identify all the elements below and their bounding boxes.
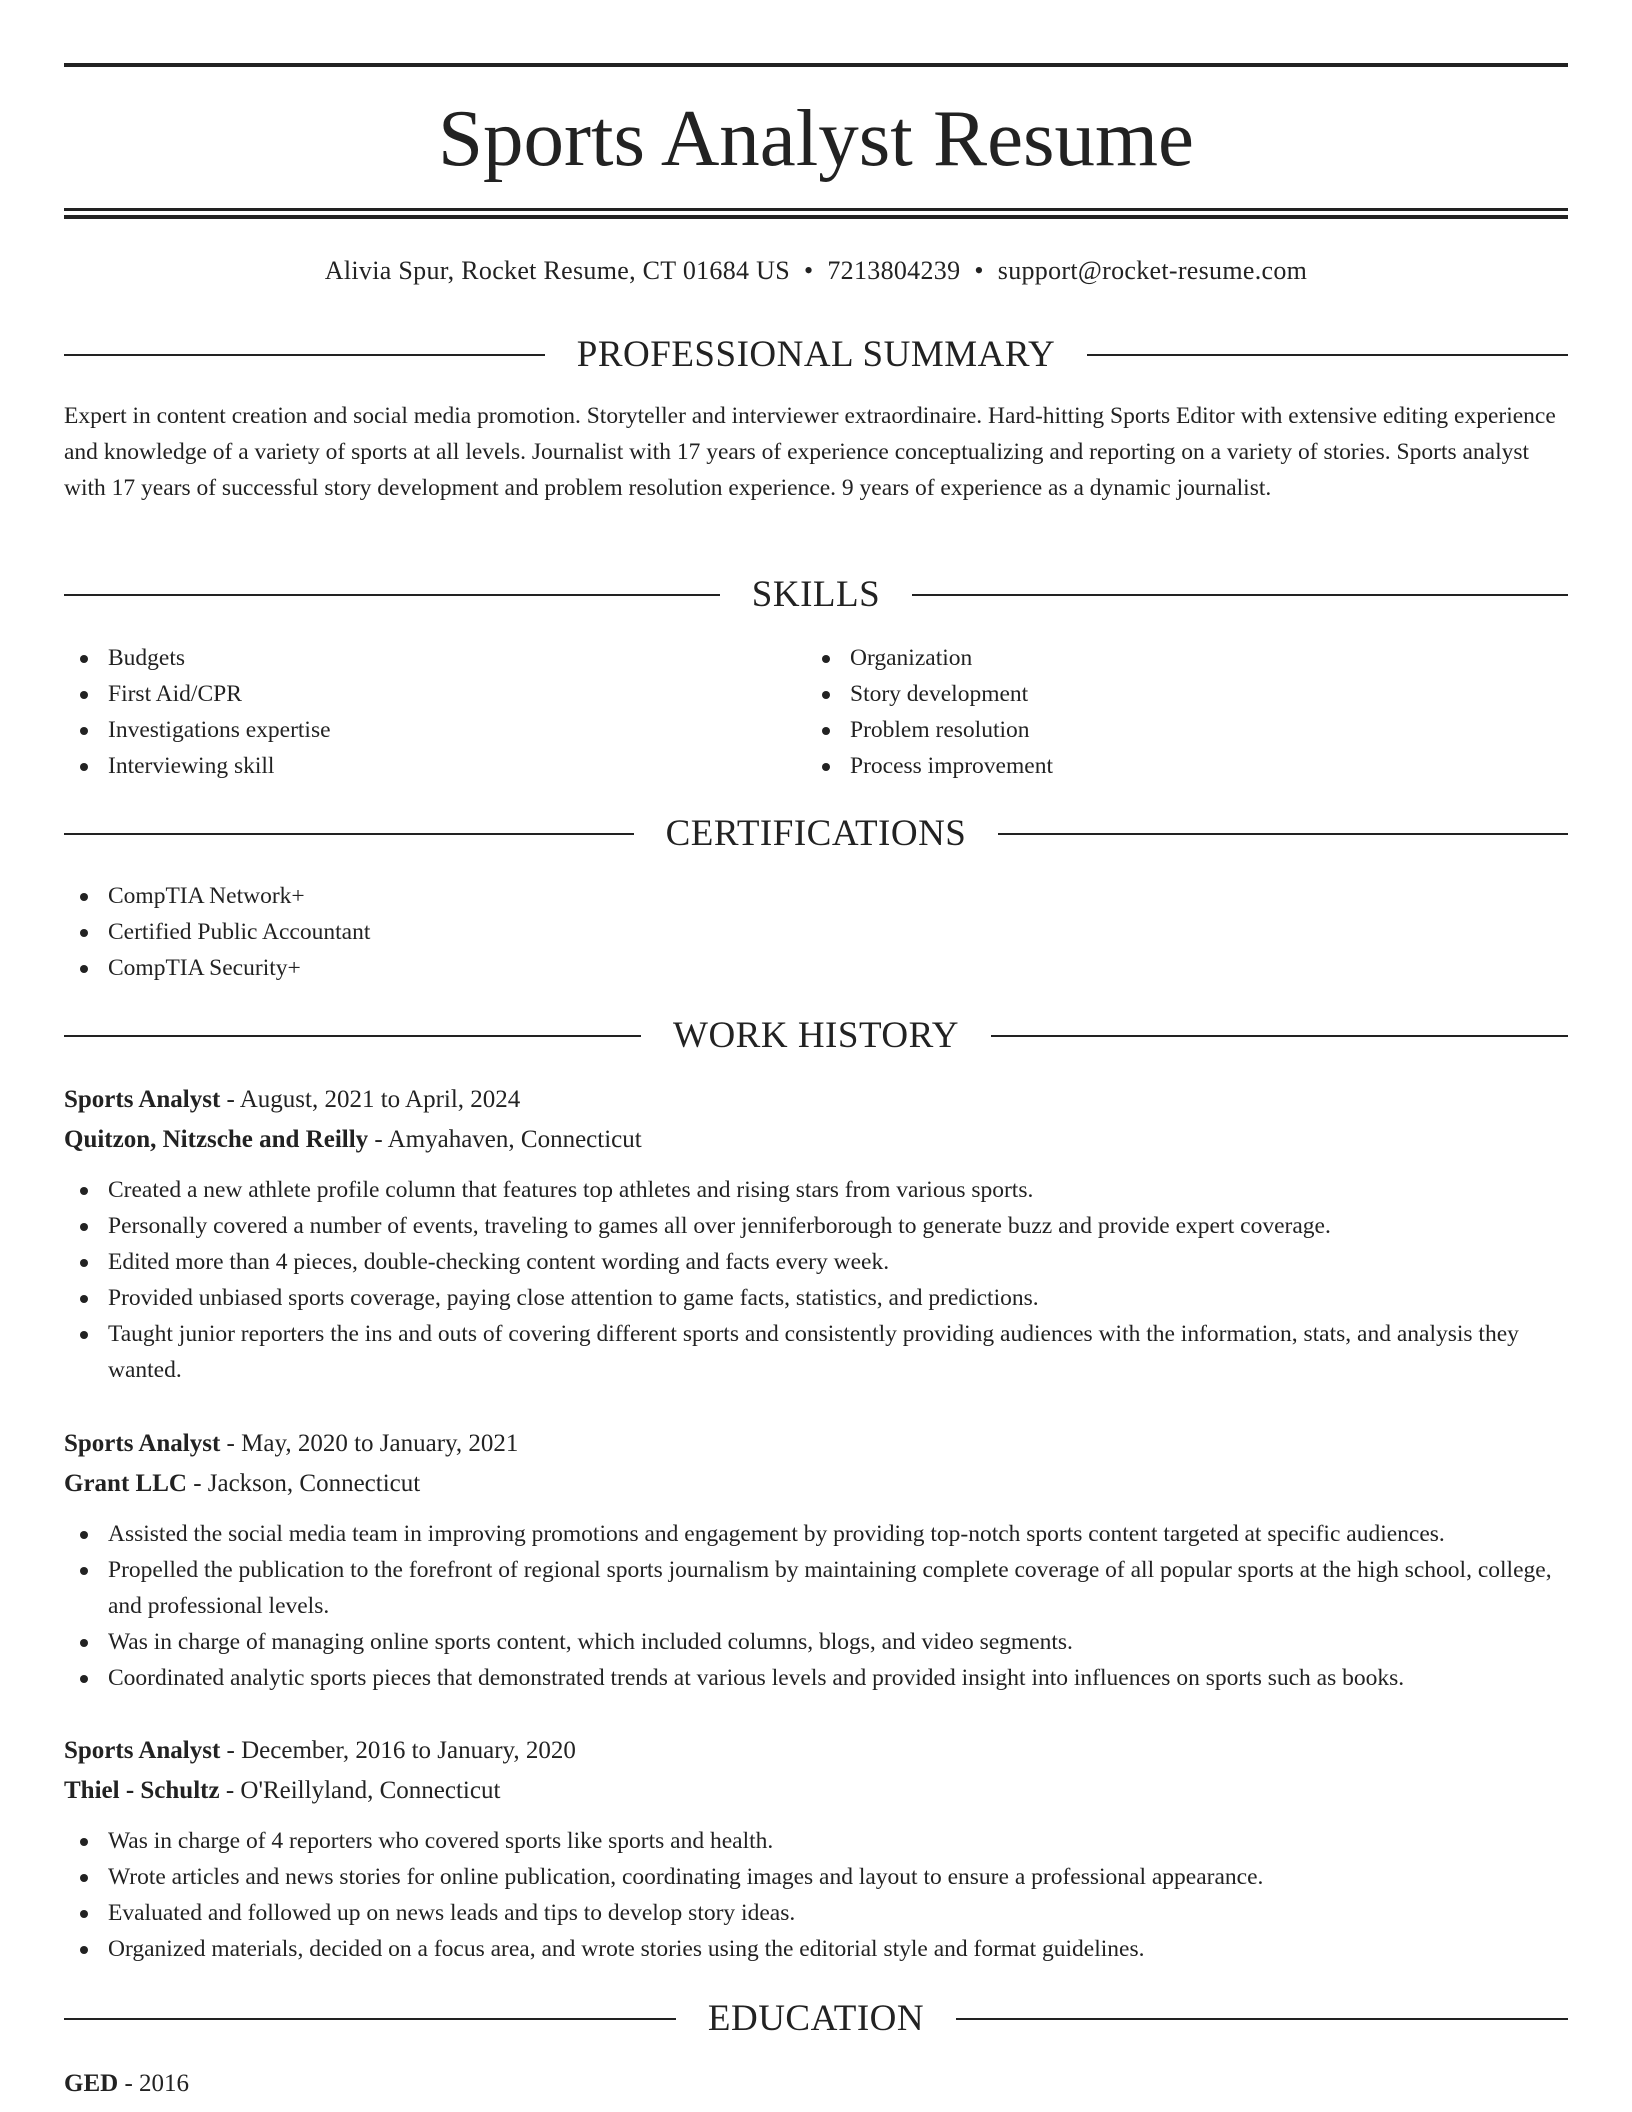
section-heading-summary (64, 331, 1568, 379)
certifications-list (64, 878, 1568, 986)
job-company-line (64, 1771, 1568, 1811)
contact-email: support@rocket-resume.com (997, 256, 1308, 285)
skill-item: First Aid/CPR (64, 676, 764, 712)
job-location: - Amyahaven, Connecticut (368, 1126, 642, 1153)
section-heading-skills (64, 571, 1568, 619)
skill-item: Story development (806, 676, 1506, 712)
job-bullet: Personally covered a number of events, traveling to games all over jenniferborough to generate buzz and provide expert coverage. (64, 1208, 1568, 1244)
job-dates: - August, 2021 to April, 2024 (220, 1086, 521, 1113)
skill-item: Budgets (64, 640, 764, 676)
contact-line (64, 254, 1568, 288)
job-bullet: Taught junior reporters the ins and outs of covering different sports and consistently providing audiences with the information, stats, and analysis they wanted. (64, 1316, 1568, 1388)
job-bullet: Organized materials, decided on a focus area, and wrote stories using the editorial style and format guidelines. (64, 1931, 1568, 1967)
job-bullet: Propelled the publication to the forefront of regional sports journalism by maintaining complete coverage of all popular sports at the high school, college, and professional levels. (64, 1552, 1568, 1624)
job-title: Sports Analyst (64, 1430, 221, 1457)
job-bullet: Was in charge of 4 reporters who covered sports like sports and health. (64, 1823, 1568, 1859)
section-heading-work-history (64, 1012, 1568, 1060)
section-title: WORK HISTORY (641, 1015, 991, 1056)
contact-separator: • (803, 256, 814, 285)
job-title-line (64, 1080, 1568, 1120)
job-company: Quitzon, Nitzsche and Reilly (64, 1126, 369, 1153)
job-bullet: Evaluated and followed up on news leads and tips to develop story ideas. (64, 1895, 1568, 1931)
section-title: SKILLS (720, 574, 912, 615)
job-company-line (64, 1464, 1568, 1504)
contact-separator: • (974, 256, 984, 285)
header-double-rule-lower (64, 215, 1568, 219)
section-title: CERTIFICATIONS (634, 813, 999, 854)
contact-phone: 7213804239 (827, 256, 961, 285)
job-bullet: Assisted the social media team in improving promotions and engagement by providing top-notch sports content targeted at specific audiences. (64, 1516, 1568, 1552)
job-company: Grant LLC (64, 1470, 187, 1497)
job-company: Thiel - Schultz (64, 1777, 220, 1804)
skills-list-left (64, 640, 764, 784)
section-title: EDUCATION (676, 1998, 956, 2039)
job-bullets (64, 1516, 1568, 1696)
job-company-line (64, 1120, 1568, 1160)
section-title: PROFESSIONAL SUMMARY (545, 334, 1087, 375)
skill-item: Organization (806, 640, 1506, 676)
section-heading-certifications (64, 810, 1568, 858)
job-bullet: Wrote articles and news stories for online publication, coordinating images and layout to ensure a professional appearance. (64, 1859, 1568, 1895)
job-bullets (64, 1823, 1568, 1967)
certification-item: Certified Public Accountant (64, 914, 1568, 950)
education-year: - 2016 (118, 2070, 190, 2097)
header-top-rule (64, 63, 1568, 67)
skills-list-right (806, 640, 1506, 784)
job-entry (64, 1424, 1568, 1696)
job-location: - O'Reillyland, Connecticut (219, 1777, 501, 1804)
contact-address: Alivia Spur, Rocket Resume, CT 01684 US (324, 256, 790, 285)
certification-item: CompTIA Network+ (64, 878, 1568, 914)
education-degree: GED (64, 2070, 119, 2097)
section-heading-education (64, 1995, 1568, 2043)
job-dates: - May, 2020 to January, 2021 (220, 1430, 519, 1457)
job-bullets (64, 1172, 1568, 1388)
education-entry (64, 2064, 1568, 2104)
job-title-line (64, 1424, 1568, 1464)
job-entry (64, 1731, 1568, 1967)
summary-text: Expert in content creation and social media promotion. Storyteller and interviewer extraordinaire. Hard-hitting Sports Editor with extensive editing experience and knowledge of a variety of sports at all levels. Journalist with 17 years of experience conceptualizing and reporting on a variety of stories. Sports analyst with 17 years of successful story development and problem resolution experience. 9 years of experience as a dynamic journalist. (64, 403, 1556, 501)
job-dates: - December, 2016 to January, 2020 (220, 1737, 576, 1764)
job-bullet: Coordinated analytic sports pieces that demonstrated trends at various levels and provided insight into influences on sports such as books. (64, 1660, 1568, 1696)
certification-item: CompTIA Security+ (64, 950, 1568, 986)
job-title: Sports Analyst (64, 1086, 221, 1113)
job-bullet: Provided unbiased sports coverage, paying close attention to game facts, statistics, and predictions. (64, 1280, 1568, 1316)
job-bullet: Edited more than 4 pieces, double-checking content wording and facts every week. (64, 1244, 1568, 1280)
skill-item: Interviewing skill (64, 748, 764, 784)
header-double-rule-upper (64, 208, 1568, 211)
job-title: Sports Analyst (64, 1737, 221, 1764)
skill-item: Problem resolution (806, 712, 1506, 748)
job-bullet: Was in charge of managing online sports content, which included columns, blogs, and video segments. (64, 1624, 1568, 1660)
job-bullet: Created a new athlete profile column that features top athletes and rising stars from various sports. (64, 1172, 1568, 1208)
job-location: - Jackson, Connecticut (186, 1470, 421, 1497)
document-title: Sports Analyst Resume (437, 93, 1194, 183)
job-title-line (64, 1731, 1568, 1771)
skill-item: Process improvement (806, 748, 1506, 784)
job-entry (64, 1080, 1568, 1388)
skill-item: Investigations expertise (64, 712, 764, 748)
